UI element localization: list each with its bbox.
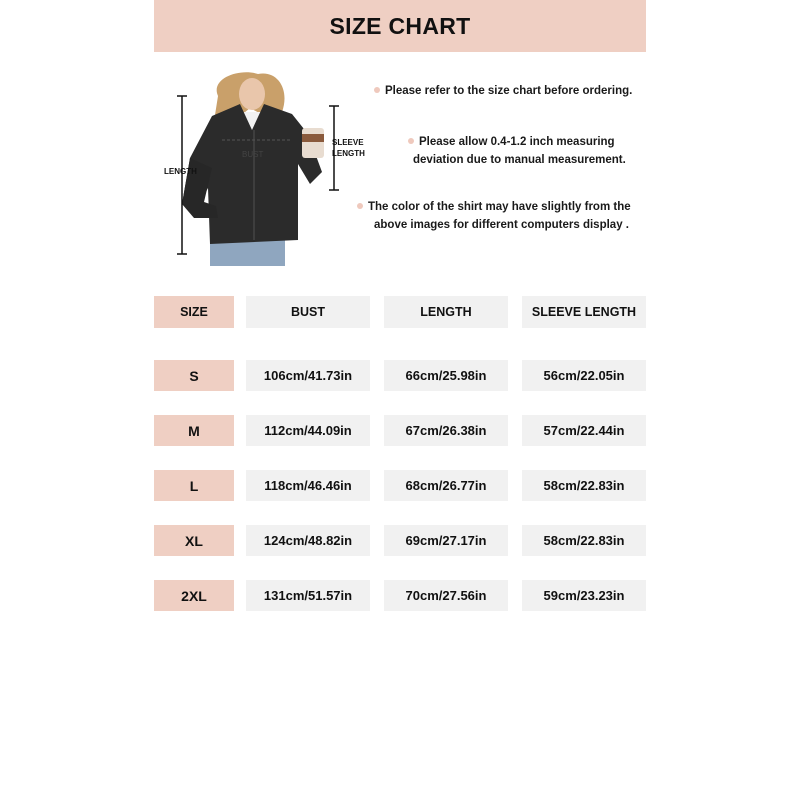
note-color-difference: The color of the shirt may have slightly from the above images for different computers display . xyxy=(357,198,647,234)
bust-cell: 131cm/51.57in xyxy=(246,580,370,611)
size-cell: M xyxy=(154,415,234,446)
bullet-dot-icon xyxy=(408,138,414,144)
size-cell: 2XL xyxy=(154,580,234,611)
size-cell: S xyxy=(154,360,234,391)
bust-label: BUST xyxy=(242,150,264,159)
face xyxy=(239,78,265,110)
length-label: LENGTH xyxy=(164,167,197,176)
sleeve-length-cell: 58cm/22.83in xyxy=(522,470,646,501)
length-cell: 68cm/26.77in xyxy=(384,470,508,501)
sleeve-label-line1: SLEEVE xyxy=(332,138,364,147)
sleeve-length-cell: 56cm/22.05in xyxy=(522,360,646,391)
length-cell: 70cm/27.56in xyxy=(384,580,508,611)
size-chart-header xyxy=(154,0,646,52)
model-figure xyxy=(160,68,375,273)
bullet-dot-icon xyxy=(357,203,363,209)
size-cell: XL xyxy=(154,525,234,556)
coffee-cup xyxy=(302,128,324,158)
sleeve-length-cell: 57cm/22.44in xyxy=(522,415,646,446)
sleeve-length-cell: 58cm/22.83in xyxy=(522,525,646,556)
sleeve-length-cell: 59cm/23.23in xyxy=(522,580,646,611)
bust-cell: 112cm/44.09in xyxy=(246,415,370,446)
header-length: LENGTH xyxy=(384,296,508,328)
bust-cell: 118cm/46.46in xyxy=(246,470,370,501)
note-refer-chart: Please refer to the size chart before ordering. xyxy=(374,82,632,100)
bust-cell: 124cm/48.82in xyxy=(246,525,370,556)
bust-cell: 106cm/41.73in xyxy=(246,360,370,391)
note-measuring-deviation: Please allow 0.4-1.2 inch measuring deviation due to manual measurement. xyxy=(408,133,648,169)
length-cell: 66cm/25.98in xyxy=(384,360,508,391)
page-title: SIZE CHART xyxy=(329,12,471,39)
header-sleeve-length: SLEEVE LENGTH xyxy=(522,296,646,328)
sleeve-label-line2: LENGTH xyxy=(332,149,365,158)
length-cell: 67cm/26.38in xyxy=(384,415,508,446)
length-cell: 69cm/27.17in xyxy=(384,525,508,556)
size-cell: L xyxy=(154,470,234,501)
header-size: SIZE xyxy=(154,296,234,328)
header-bust: BUST xyxy=(246,296,370,328)
bullet-dot-icon xyxy=(374,87,380,93)
